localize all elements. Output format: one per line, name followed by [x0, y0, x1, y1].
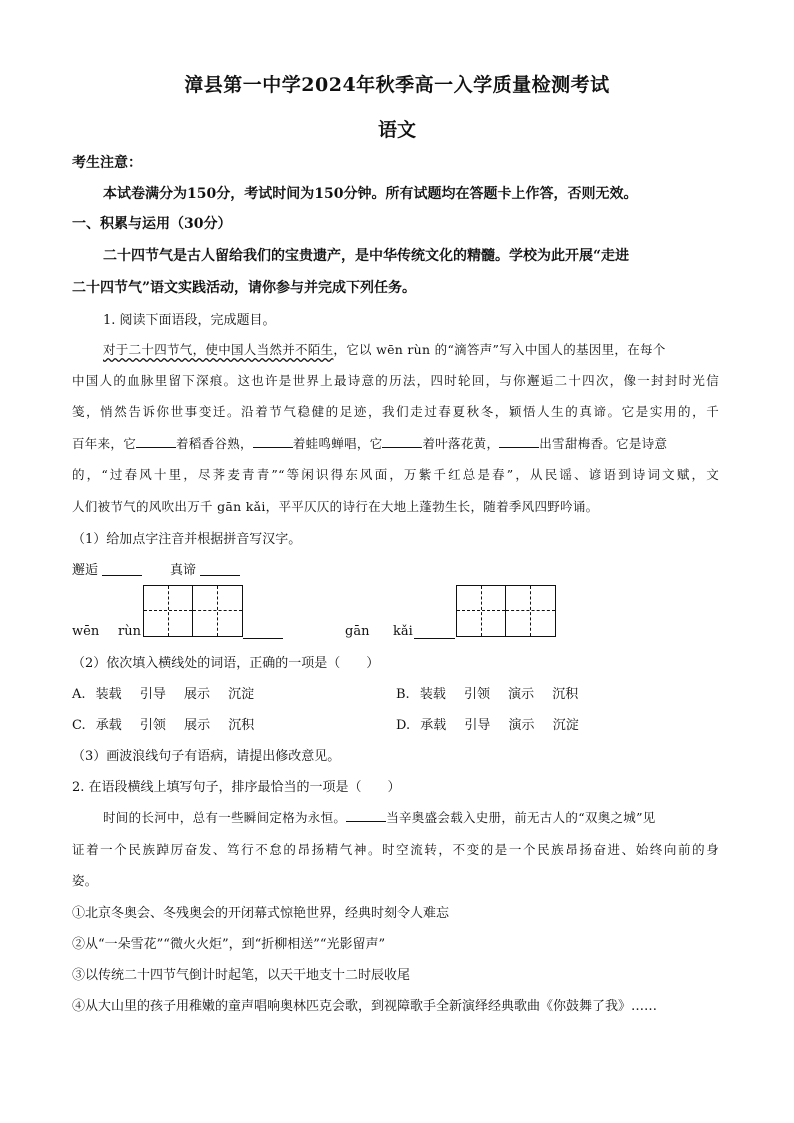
q1-sub3-stem: （3）画波浪线句子有语病，请提出修改意见。 [72, 749, 341, 764]
option-word: 演示 [508, 687, 535, 702]
word-xiehou: 邂逅 [72, 563, 99, 578]
l4-d: 着叶落花黄， [422, 436, 500, 451]
pinyin-kai: kǎi [393, 624, 413, 639]
notice-text: 本试卷满分为150分，考试时间为150分钟。所有试题均在答题卡上作答，否则无效。 [103, 186, 638, 202]
option-a[interactable] [72, 683, 254, 702]
fill-blank[interactable] [253, 435, 293, 448]
q1-sub2-stem: （2）依次填入横线处的词语，正确的一项是（ ） [72, 656, 380, 671]
option-word: 装载 [95, 687, 122, 702]
answer-blank-4[interactable] [414, 637, 455, 639]
q2-l1-a: 时间的长河中，总有一些瞬间定格为永恒。 [103, 810, 347, 825]
option-label: A. [72, 687, 86, 702]
exam-subject: 语文 [377, 119, 416, 141]
option-word: 沉积 [228, 718, 255, 733]
q2-passage-line1 [103, 808, 719, 826]
answer-blank-3[interactable] [243, 637, 283, 639]
writing-grid-2[interactable] [456, 585, 556, 637]
section-intro-line1: 二十四节气是古人留给我们的宝贵遗产，是中华传统文化的精髓。学校为此开展“走进 [103, 248, 630, 264]
option-word: 引领 [463, 687, 490, 702]
option-word: 展示 [183, 687, 210, 702]
pinyin-run: rùn [118, 624, 141, 639]
fill-blank[interactable] [382, 435, 422, 448]
option-word: 展示 [184, 718, 211, 733]
q2-item-2: ②从“一朵雪花”“微火火炬”，到“折柳相送”“光影留声” [72, 937, 386, 952]
l4-b: 着稻香谷熟， [176, 436, 253, 451]
wavy-sentence: 对于二十四节气，使中国人当然并不陌生 [103, 342, 334, 357]
section-heading: 一、积累与运用（30分） [72, 216, 232, 232]
exam-title: 漳县第一中学2024年秋季高一入学质量检测考试 [184, 74, 610, 96]
option-word: 引导 [139, 687, 166, 702]
option-word: 沉淀 [228, 687, 255, 702]
option-label: C. [72, 718, 86, 733]
fill-blank[interactable] [499, 435, 539, 448]
l4-a: 百年来，它 [72, 436, 137, 451]
q2-item-4: ④从大山里的孩子用稚嫩的童声唱响奥林匹克会歌，到视障歌手全新演绎经典歌曲《你鼓舞了我》…… [72, 999, 658, 1014]
q2-passage-line2: 证着一个民族踔厉奋发、笃行不怠的昂扬精气神。时空流转，不变的是一个民族昂扬奋进、始终向前的身 [72, 842, 719, 857]
notice-label: 考生注意： [72, 155, 142, 171]
option-word: 沉积 [552, 687, 579, 702]
l4-c: 着蛙鸣蝉唱，它 [292, 436, 383, 451]
grid-cell[interactable] [506, 586, 555, 636]
answer-blank-1[interactable] [102, 574, 142, 576]
q2-passage-line3: 姿。 [72, 873, 98, 888]
l4-e: 出雪甜梅香。它是诗意 [539, 436, 668, 451]
q2-stem: 2. 在语段横线上填写句子，排序最恰当的一项是（ ） [72, 780, 401, 795]
word-zhendi: 真谛 [170, 563, 197, 578]
grid-cell[interactable] [457, 586, 506, 636]
q1-passage-line1 [103, 340, 719, 358]
option-word: 引领 [139, 718, 166, 733]
pinyin-wen: wēn [72, 624, 100, 639]
q1-passage-line4 [72, 434, 719, 452]
option-word: 沉淀 [552, 718, 579, 733]
writing-grid-1[interactable] [143, 585, 243, 637]
q1-passage-line3: 笺，悄然告诉你世事变迁。沿着节气稳健的足迹，我们走过春夏秋冬，颖悟人生的真谛。它是实用的，千 [72, 404, 719, 419]
fill-blank[interactable] [346, 809, 386, 822]
option-word: 承载 [420, 718, 447, 733]
option-word: 承载 [95, 718, 122, 733]
option-label: B. [396, 687, 410, 702]
q1-passage-line1-rest: ，它以 wēn rùn 的“滴答声”写入中国人的基因里，在每个 [333, 342, 666, 357]
option-c[interactable] [72, 714, 254, 733]
option-b[interactable] [396, 683, 578, 702]
pinyin-gan: gān [345, 624, 370, 639]
section-intro-line2: 二十四节气”语文实践活动，请你参与并完成下列任务。 [72, 280, 417, 296]
option-word: 装载 [419, 687, 446, 702]
grid-cell[interactable] [144, 586, 193, 636]
option-label: D. [396, 718, 411, 733]
q2-item-3: ③以传统二十四节气倒计时起笔，以天干地支十二时辰收尾 [72, 968, 411, 983]
q1-sub1-stem: （1）给加点字注音并根据拼音写汉字。 [72, 532, 302, 547]
answer-blank-2[interactable] [200, 574, 240, 576]
q2-l1-b: 当辛奥盛会载入史册，前无古人的“双奥之城”见 [386, 810, 656, 825]
option-word: 演示 [508, 718, 535, 733]
q1-stem: 1. 阅读下面语段，完成题目。 [103, 313, 276, 328]
option-d[interactable] [396, 714, 579, 733]
q1-passage-line6: 人们被节气的风吹出万千 gān kǎi，平平仄仄的诗行在大地上蓬勃生长，随着季风四野吟诵。 [72, 499, 599, 514]
fill-blank[interactable] [136, 435, 176, 448]
grid-cell[interactable] [193, 586, 242, 636]
option-word: 引导 [464, 718, 491, 733]
q2-item-1: ①北京冬奥会、冬残奥会的开闭幕式惊艳世界，经典时刻令人难忘 [72, 906, 450, 921]
q1-passage-line5: 的，“过春风十里，尽荠麦青青”“等闲识得东风面，万紫千红总是春”，从民谣、谚语到诗词文赋，文 [72, 467, 719, 482]
q1-passage-line2: 中国人的血脉里留下深痕。这也许是世界上最诗意的历法，四时轮回，与你邂逅二十四次，像一封封时光信 [72, 373, 719, 388]
